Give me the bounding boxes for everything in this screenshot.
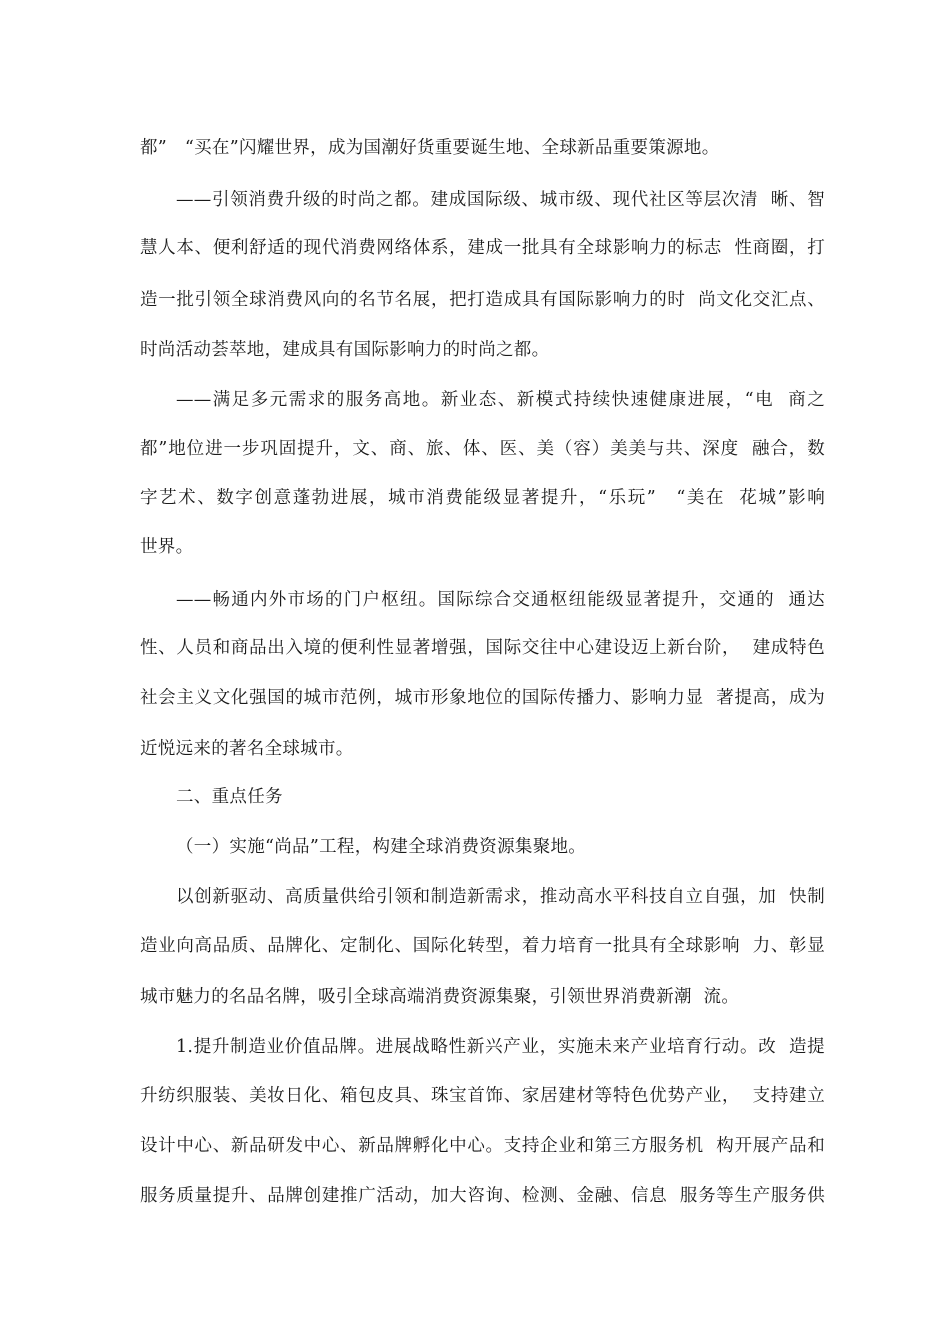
paragraph-line: 慧人本、便利舒适的现代消费网络体系，建成一批具有全球影响力的标志 性商圈，打: [140, 238, 825, 258]
paragraph-line: 社会主义文化强国的城市范例，城市形象地位的国际传播力、影响力显 著提高，成为: [140, 688, 825, 708]
subsection-heading: （一）实施“尚品”工程，构建全球消费资源集聚地。: [176, 837, 587, 857]
section-heading: 二、重点任务: [176, 787, 283, 807]
paragraph-line: ——满足多元需求的服务高地。新业态、新模式持续快速健康进展，“电 商之: [176, 390, 825, 410]
paragraph-line: 造业向高品质、品牌化、定制化、国际化转型，着力培育一批具有全球影响 力、彰显: [140, 936, 825, 956]
paragraph-line: 以创新驱动、高质量供给引领和制造新需求，推动高水平科技自立自强，加 快制: [176, 887, 825, 907]
paragraph-line: 升纺织服装、美妆日化、箱包皮具、珠宝首饰、家居建材等特色优势产业， 支持建立: [140, 1086, 825, 1106]
paragraph-line: 性、人员和商品出入境的便利性显著增强，国际交往中心建设迈上新台阶， 建成特色: [140, 638, 825, 658]
paragraph-line: 造一批引领全球消费风向的名节名展，把打造成具有国际影响力的时 尚文化交汇点、: [140, 290, 825, 310]
paragraph-line: 设计中心、新品研发中心、新品牌孵化中心。支持企业和第三方服务机 构开展产品和: [140, 1136, 825, 1156]
paragraph-line: 字艺术、数字创意蓬勃进展，城市消费能级显著提升，“乐玩” “美在 花城”影响: [140, 488, 825, 508]
paragraph-line: 都” “买在”闪耀世界，成为国潮好货重要诞生地、全球新品重要策源地。: [140, 138, 720, 158]
paragraph-line: ——畅通内外市场的门户枢纽。国际综合交通枢纽能级显著提升，交通的 通达: [176, 590, 825, 610]
paragraph-line: 1.提升制造业价值品牌。进展战略性新兴产业，实施未来产业培育行动。改 造提: [176, 1037, 825, 1057]
paragraph-line: 时尚活动荟萃地，建成具有国际影响力的时尚之都。: [140, 340, 550, 360]
paragraph-line: 近悦远来的著名全球城市。: [140, 739, 354, 759]
paragraph-line: 服务质量提升、品牌创建推广活动，加大咨询、检测、金融、信息 服务等生产服务供: [140, 1186, 825, 1206]
paragraph-line: 城市魅力的名品名牌，吸引全球高端消费资源集聚，引领世界消费新潮 流。: [140, 987, 740, 1007]
paragraph-line: ——引领消费升级的时尚之都。建成国际级、城市级、现代社区等层次清 晰、智: [176, 190, 825, 210]
paragraph-line: 世界。: [140, 537, 194, 557]
paragraph-line: 都”地位进一步巩固提升，文、商、旅、体、医、美（容）美美与共、深度 融合，数: [140, 439, 825, 459]
